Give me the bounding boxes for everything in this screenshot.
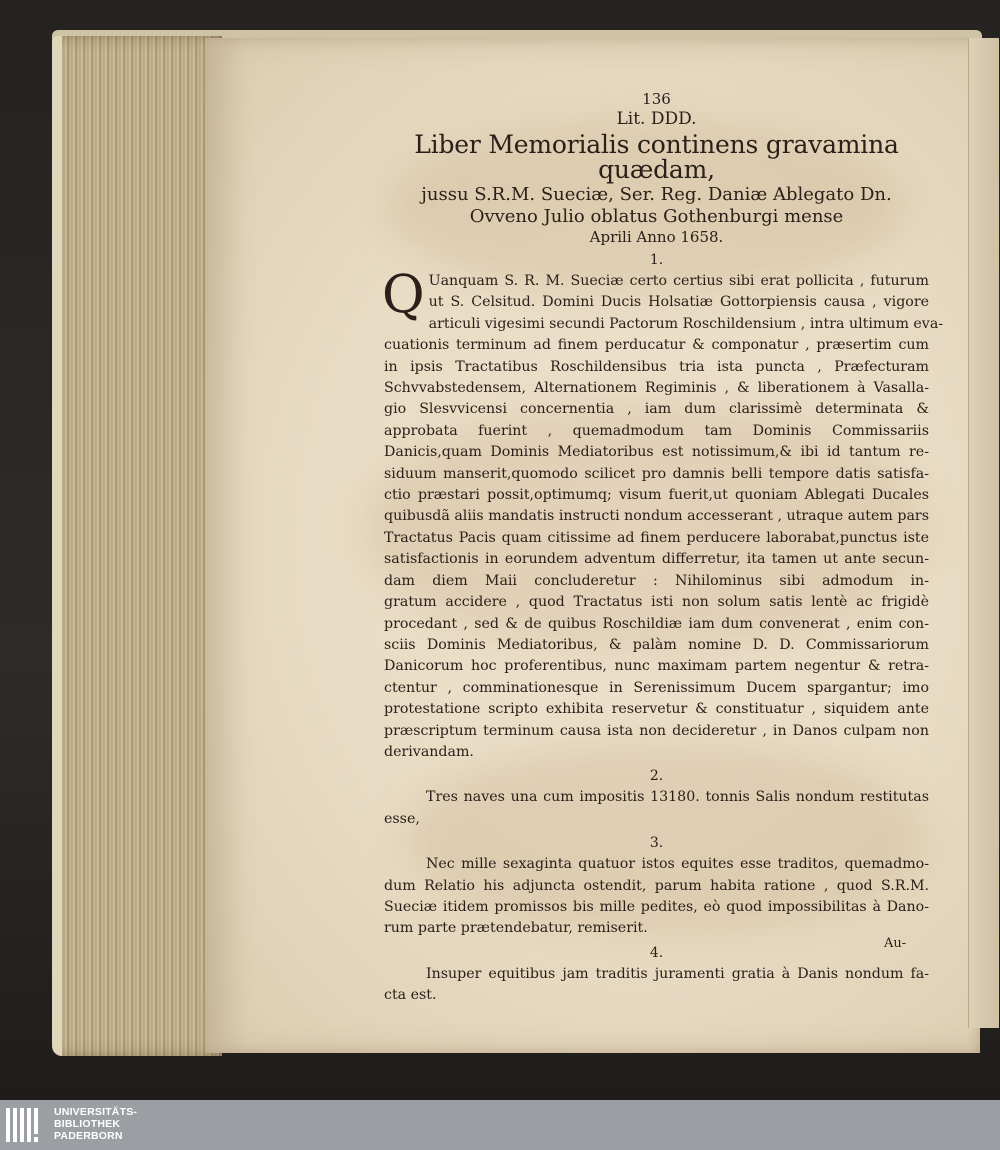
- library-logo-text: [54, 1106, 137, 1142]
- text-line: in ipsis Tractatibus Roschildensibus tria ista puncta , Præfecturam: [384, 358, 929, 375]
- section-4-paragraph: [384, 964, 929, 1007]
- text-line: articuli vigesimi secundi Pactorum Roschildensium , intra ultimum eva-: [428, 315, 944, 332]
- section-3-paragraph: [384, 854, 929, 940]
- text-line: dum Relatio his adjuncta ostendit, parum habita ratione , quod S.R.M.: [384, 877, 929, 894]
- library-footer-bar: [0, 1100, 1000, 1150]
- text-line: dam diem Maii concluderetur : Nihilominus sibi admodum in-: [384, 572, 929, 589]
- logo-line: UNIVERSITÄTS-: [54, 1106, 138, 1118]
- text-line: quibusdã aliis mandatis instructi nondum accesserant , utraque autem pars: [384, 508, 929, 525]
- text-line: approbata fuerint , quemadmodum tam Dominis Commissariis: [384, 422, 929, 439]
- logo-line: PADERBORN: [54, 1130, 123, 1142]
- next-page-edge: [968, 38, 999, 1028]
- document-title-line: jussu S.R.M. Sueciæ, Ser. Reg. Daniæ Ablegato Dn.: [421, 184, 892, 205]
- text-line: derivandam.: [384, 743, 474, 760]
- text-line: Nec mille sexaginta quatuor istos equites esse traditos, quemadmo-: [426, 856, 929, 873]
- document-title: Liber Memorialis continens gravamina quædam,: [414, 130, 899, 184]
- text-line: procedant , sed & de quibus Roschildiæ iam dum convenerat , enim con-: [384, 615, 929, 632]
- document-date: Aprili Anno 1658.: [589, 228, 724, 246]
- drop-cap: Q: [382, 265, 425, 325]
- text-line: Danicorum hoc proferentibus, nunc maximam partem negentur & retra-: [384, 658, 929, 675]
- text-line: cta est.: [384, 987, 437, 1004]
- text-line: Tractatus Pacis quam citissime ad finem perducere laborabat,punctus iste: [384, 529, 929, 546]
- logo-line: BIBLIOTHEK: [54, 1118, 121, 1130]
- text-line: ut S. Celsitud. Domini Ducis Holsatiæ Gottorpiensis causa , vigore: [428, 294, 929, 311]
- book-page-block-edge: [52, 36, 222, 1056]
- text-line: ctio præstari possit,optimumq; visum fuerit,ut quoniam Ablegati Ducales: [384, 487, 929, 504]
- text-line: sciis Dominis Mediatoribus, & palàm nomine D. D. Commissariorum: [384, 636, 929, 653]
- text-line: ctentur , comminationesque in Serenissimum Ducem spargantur; imo: [384, 679, 929, 696]
- catchword: Au-: [884, 936, 907, 951]
- text-line: esse,: [384, 810, 420, 827]
- section-number: 4.: [649, 944, 664, 961]
- section-number: 3.: [649, 835, 664, 852]
- section-number: 2.: [649, 768, 664, 785]
- text-line: Schvvabstedensem, Alternationem Regiminis , & liberationem à Vasalla-: [384, 380, 929, 397]
- text-line: Uanquam S. R. M. Sueciæ certo certius sibi erat pollicita , futurum: [428, 273, 929, 289]
- section-number: 1.: [649, 252, 664, 268]
- text-line: gratum accidere , quod Tractatus isti non solum satis lentè ac frigidè: [384, 594, 929, 611]
- text-line: satisfactionis in eorundem adventum differretur, ita tamen ut ante secun-: [384, 551, 929, 568]
- letter-label: Lit. DDD.: [616, 109, 697, 129]
- document-title-line: Ovveno Julio oblatus Gothenburgi mense: [469, 206, 844, 227]
- text-line: siduum manserit,quomodo scilicet pro damnis belli tempore datis satisfa-: [384, 465, 929, 482]
- text-line: cuationis terminum ad finem perducatur & componatur , præsertim cum: [384, 337, 929, 354]
- page-text-column: [382, 90, 944, 1007]
- text-line: Tres naves una cum impositis 13180. tonnis Salis nondum restitutas: [426, 789, 929, 806]
- text-line: Danicis,quam Dominis Mediatoribus est notissimum,& ibi id tantum re-: [384, 444, 929, 461]
- text-line: præscriptum terminum causa ista non decideretur , in Danos culpam non: [384, 722, 929, 739]
- text-line: Sueciæ itidem promissos bis mille pedites, eò quod impossibilitas à Dano-: [384, 898, 929, 915]
- text-line: protestatione scripto exhibita reservetur & constituatur , siquidem ante: [384, 701, 929, 718]
- library-logo-icon: [4, 1104, 48, 1146]
- text-line: rum parte prætendebatur, remiserit.: [384, 920, 648, 937]
- text-line: gio Slesvvicensi concernentia , iam dum clarissimè determinata &: [384, 401, 929, 418]
- text-line: Insuper equitibus jam traditis juramenti gratia à Danis nondum fa-: [426, 965, 929, 982]
- section-2-paragraph: [384, 787, 929, 830]
- page-number: 136: [642, 90, 671, 108]
- section-1-paragraph: [382, 265, 944, 763]
